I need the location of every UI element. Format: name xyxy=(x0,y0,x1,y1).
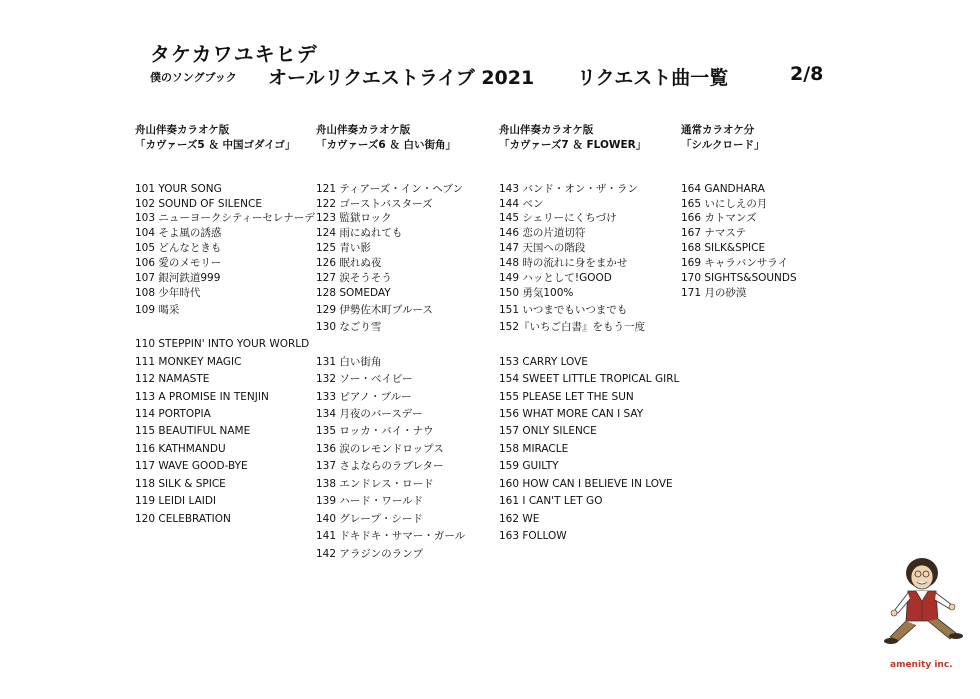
list-item: 159 GUILTY xyxy=(499,460,559,472)
list-item: 139 ハード・ワールド xyxy=(316,495,424,507)
list-item: 123 監獄ロック xyxy=(316,212,392,224)
list-item: 113 A PROMISE IN TENJIN xyxy=(135,391,269,403)
list-item: 162 WE xyxy=(499,513,540,525)
column-subheading: 「シルクロード」 xyxy=(681,139,765,151)
list-item: 149 ハッとして!GOOD xyxy=(499,272,612,284)
list-item: 136 涙のレモンドロップス xyxy=(316,443,444,455)
list-item: 146 恋の片道切符 xyxy=(499,227,586,239)
list-item: 166 カトマンズ xyxy=(681,212,757,224)
list-item: 101 YOUR SONG xyxy=(135,183,222,195)
list-item: 150 勇気100% xyxy=(499,287,574,299)
list-item: 102 SOUND OF SILENCE xyxy=(135,198,262,210)
column-subheading: 「カヴァーズ6 ＆ 白い街角」 xyxy=(316,139,456,151)
column-heading: 舟山伴奏カラオケ版 xyxy=(499,124,594,136)
list-item: 110 STEPPIN' INTO YOUR WORLD xyxy=(135,338,310,350)
list-item: 171 月の砂漠 xyxy=(681,287,747,299)
list-item: 106 愛のメモリー xyxy=(135,257,222,269)
list-item: 138 エンドレス・ロード xyxy=(316,478,434,490)
subtitle: 僕のソングブック xyxy=(150,71,237,84)
list-item: 142 アラジンのランプ xyxy=(316,548,424,560)
event-title: オールリクエストライブ 2021 xyxy=(268,67,535,89)
list-item: 164 GANDHARA xyxy=(681,183,765,195)
list-item: 156 WHAT MORE CAN I SAY xyxy=(499,408,644,420)
list-item: 116 KATHMANDU xyxy=(135,443,226,455)
list-item: 129 伊勢佐木町ブルース xyxy=(316,304,433,316)
company-logo: amenity inc. xyxy=(890,660,953,670)
list-item: 124 雨にぬれても xyxy=(316,227,403,239)
list-item: 141 ドキドキ・サマー・ガール xyxy=(316,530,466,542)
list-item: 111 MONKEY MAGIC xyxy=(135,356,242,368)
list-item: 137 さよならのラブレター xyxy=(316,460,444,472)
list-item: 154 SWEET LITTLE TROPICAL GIRL xyxy=(499,373,680,385)
list-item: 165 いにしえの月 xyxy=(681,198,768,210)
column-heading: 舟山伴奏カラオケ版 xyxy=(316,124,411,136)
list-item: 117 WAVE GOOD-BYE xyxy=(135,460,248,472)
list-item: 118 SILK & SPICE xyxy=(135,478,226,490)
list-item: 169 キャラバンサライ xyxy=(681,257,789,269)
list-item: 152『いちご白書』をもう一度 xyxy=(499,321,646,333)
list-item: 130 なごり雪 xyxy=(316,321,382,333)
list-item: 168 SILK&SPICE xyxy=(681,242,766,254)
column-heading: 舟山伴奏カラオケ版 xyxy=(135,124,230,136)
list-item: 127 涙そうそう xyxy=(316,272,392,284)
list-item: 143 バンド・オン・ザ・ラン xyxy=(499,183,638,195)
list-item: 144 ベン xyxy=(499,198,544,210)
list-item: 131 白い街角 xyxy=(316,356,382,368)
list-item: 148 時の流れに身をまかせ xyxy=(499,257,628,269)
mascot-illustration xyxy=(880,555,970,660)
page-number: 2/8 xyxy=(790,63,824,85)
list-item: 134 月夜のバースデー xyxy=(316,408,423,420)
song-column xyxy=(499,123,680,542)
song-column xyxy=(135,123,315,525)
list-item: 112 NAMASTE xyxy=(135,373,210,385)
list-item: 158 MIRACLE xyxy=(499,443,569,455)
list-item: 155 PLEASE LET THE SUN xyxy=(499,391,634,403)
list-item: 107 銀河鉄道999 xyxy=(135,272,221,284)
list-item: 140 グレープ・シード xyxy=(316,513,423,525)
list-item: 119 LEIDI LAIDI xyxy=(135,495,217,507)
list-item: 160 HOW CAN I BELIEVE IN LOVE xyxy=(499,478,673,490)
request-list-title: リクエスト曲一覧 xyxy=(577,67,729,89)
list-item: 120 CELEBRATION xyxy=(135,513,231,525)
list-item: 114 PORTOPIA xyxy=(135,408,211,420)
artist-name: タケカワユキヒデ xyxy=(150,42,318,66)
list-item: 126 眠れぬ夜 xyxy=(316,257,382,269)
list-item: 167 ナマステ xyxy=(681,227,747,239)
song-column xyxy=(681,123,861,299)
list-item: 151 いつまでもいつまでも xyxy=(499,304,628,316)
list-item: 170 SIGHTS&SOUNDS xyxy=(681,272,797,284)
list-item: 163 FOLLOW xyxy=(499,530,567,542)
list-item: 132 ソー・ベイビー xyxy=(316,373,413,385)
list-item: 145 シェリーにくちづけ xyxy=(499,212,617,224)
list-item: 128 SOMEDAY xyxy=(316,287,391,299)
song-column xyxy=(316,123,496,560)
list-item: 109 喝采 xyxy=(135,304,180,316)
list-item: 147 天国への階段 xyxy=(499,242,586,254)
list-item: 115 BEAUTIFUL NAME xyxy=(135,425,251,437)
list-item: 105 どんなときも xyxy=(135,242,222,254)
list-item: 103 ニューヨークシティーセレナーデ xyxy=(135,212,315,224)
list-item: 161 I CAN'T LET GO xyxy=(499,495,603,507)
column-subheading: 「カヴァーズ5 ＆ 中国ゴダイゴ」 xyxy=(135,139,296,151)
list-item: 135 ロッカ・バイ・ナウ xyxy=(316,425,434,437)
list-item: 125 青い影 xyxy=(316,242,371,254)
list-item: 108 少年時代 xyxy=(135,287,201,299)
list-item: 122 ゴーストバスターズ xyxy=(316,198,433,210)
list-item: 104 そよ風の誘惑 xyxy=(135,227,222,239)
column-heading: 通常カラオケ分 xyxy=(681,124,755,136)
list-item: 133 ピアノ・ブルー xyxy=(316,391,412,403)
list-item: 153 CARRY LOVE xyxy=(499,356,588,368)
column-subheading: 「カヴァーズ7 ＆ FLOWER」 xyxy=(499,139,647,151)
list-item: 157 ONLY SILENCE xyxy=(499,425,597,437)
list-item: 121 ティアーズ・イン・ヘブン xyxy=(316,183,463,195)
